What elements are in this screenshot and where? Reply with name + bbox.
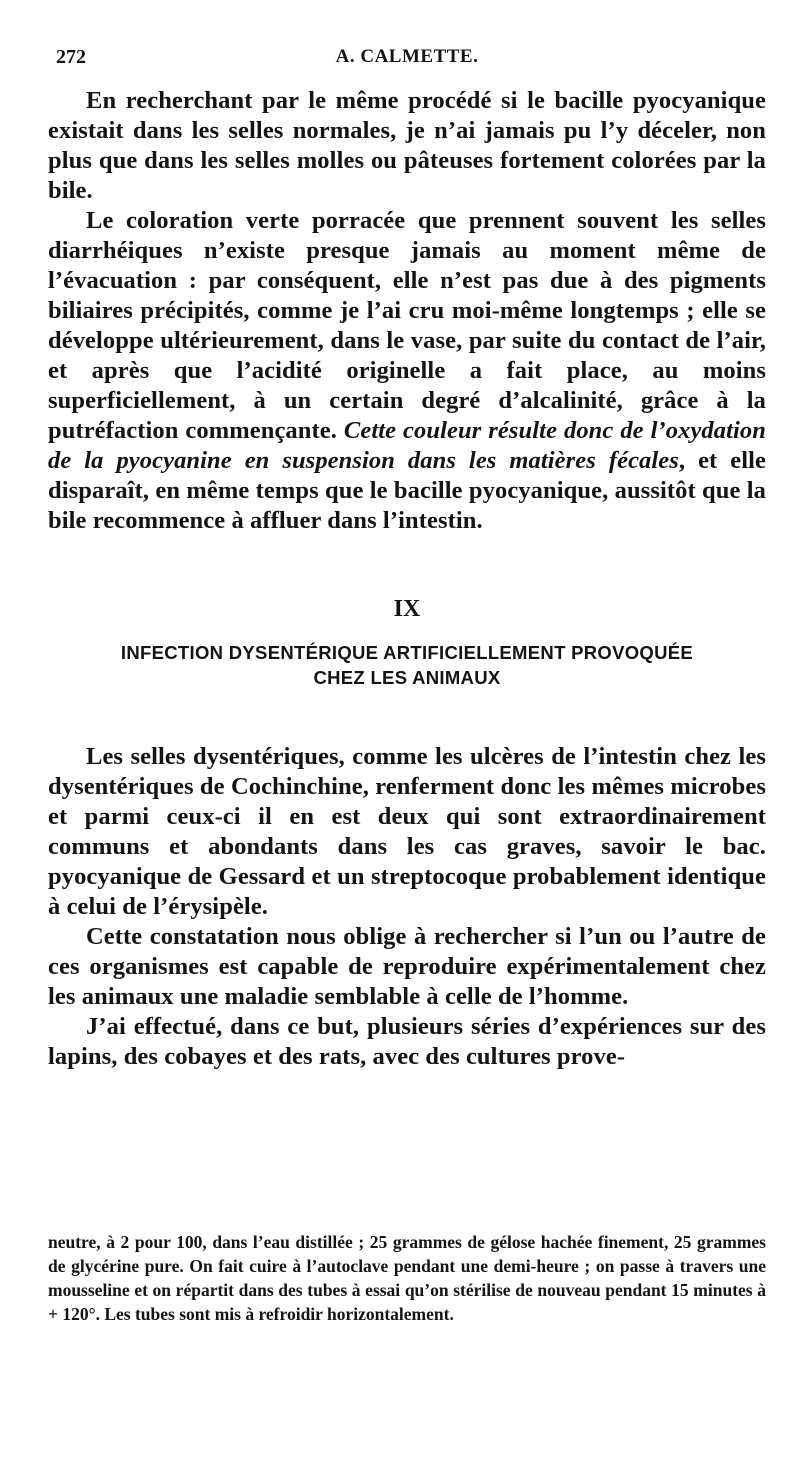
page-number: 272 [56,46,86,68]
paragraph: Les selles dysentériques, comme les ulcères de l’intestin chez les dysentériques de Cochinchine, renferment donc les mêmes microbes et parmi ceux-ci il en est deux qui sont extraordinairement communs et abondants dans les cas graves, savoir le bac. pyocyanique de Gessard et un streptocoque probablement identique à celui de l’érysipèle. [48,743,766,920]
paragraph [48,206,766,536]
footnote [48,1230,766,1326]
paragraph: Cette constatation nous oblige à rechercher si l’un ou l’autre de ces organismes est capable de reproduire expérimentalement chez les animaux une maladie semblable à celle de l’homme. [48,923,766,1010]
running-head [48,40,766,74]
section-title-line: CHEZ LES ANIMAUX [313,667,501,688]
paragraph-text: , et elle disparaît, en même temps que le bacille pyocyanique, aussitôt que la bile recommence à affluer dans l’intestin. [48,447,767,534]
text-block-bottom [48,742,766,1072]
italic-emphasis: Cette couleur résulte donc de l’oxydation de la pyocyanine en suspension dans les matières fécales [48,417,767,474]
paragraph: J’ai effectué, dans ce but, plusieurs séries d’expériences sur des lapins, des cobayes et des rats, avec des cultures prove- [48,1013,766,1070]
running-title: A. CALMETTE. [335,46,479,67]
book-page [48,40,766,1440]
paragraph-text: Le coloration verte porracée que prennent souvent les selles diarrhéiques n’existe presque jamais au moment même de l’évacuation : par conséquent, elle n’est pas due à des pigments biliaires précipités, comme je l’ai cru moi-même longtemps ; elle se développe ultérieurement, dans le vase, par suite du contact de l’air, et après que l’acidité originelle a fait place, au moins superficiellement, à un certain degré d’alcalinité, grâce à la putréfaction commençante. [48,207,766,444]
footnote-text: neutre, à 2 pour 100, dans l’eau distillée ; 25 grammes de gélose hachée finement, 25 grammes de glycérine pure. On fait cuire à l’autoclave pendant une demi-heure ; on passe à travers une mousseline et on répartit dans des tubes à essai qu’on stérilise de nouveau pendant 15 minutes à + 120°. Les tubes sont mis à refroidir horizontalement. [48,1232,766,1324]
text-block-top [48,86,766,536]
section-title [48,640,766,690]
section-title-line: INFECTION DYSENTÉRIQUE ARTIFICIELLEMENT PROVOQUÉE [120,642,694,663]
paragraph: En recherchant par le même procédé si le bacille pyocyanique existait dans les selles normales, je n’ai jamais pu l’y déceler, non plus que dans les selles molles ou pâteuses fortement colorées par la bile. [48,87,766,204]
section-number: IX [393,596,421,622]
